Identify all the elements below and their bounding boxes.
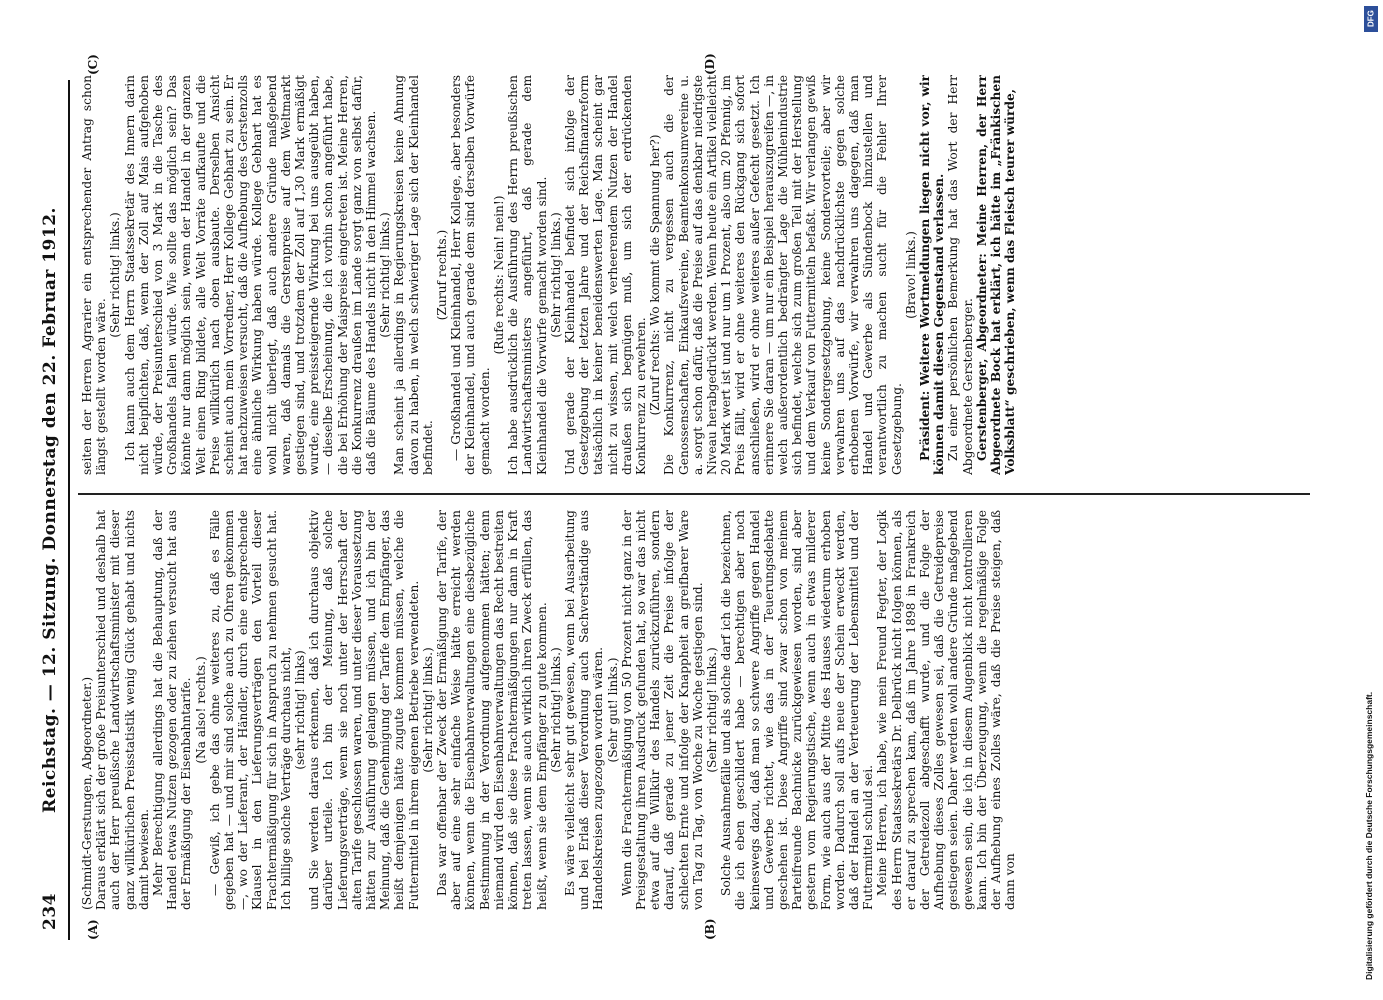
interjection-line: (Sehr richtig! links.)	[378, 212, 393, 338]
dfg-logo: DFG	[1364, 6, 1378, 32]
margin-marker-b: (B)	[703, 918, 717, 940]
paragraph: Solche Ausnahmefälle und als solche darf ich die bezeichnen, die ich eben geschildert habe — berechtigen aber noch keineswegs dazu, daß man so schwere Angriffe gegen Handel und Gewerbe richtet, wie das in der Teuerungsdebatte geschehen ist. Diese Angriffe sind zwar schon von meinem Parteifreunde Bachnicke zurückgewiesen worden, sind aber gestern vom Regierungstische, wenn auch in etwas milderer Form, wie auch aus der Mitte des Hauses wiederum erhoben worden. Dadurch soll aufs neue der Schein erweckt werden, daß der Handel an der Verteuerung der Lebensmittel und der Futtermittel schuld sei.	[719, 510, 876, 910]
paragraph: und Sie werden daraus erkennen, daß ich durchaus objektiv darüber urteile. Ich bin der Meinung, daß solche Lieferungsverträge, wenn sie noch unter der Herrschaft der alten Tarife geschlossen waren, und unter dieser Voraussetzung hätten zur Ausführung gelangen müssen, und ich bin der Meinung, daß die Genehmigung der Tarife dem Empfänger, das heißt demjenigen hätte zugute kommen müssen, welche die Futtermittel in ihrem eigenen Betriebe verwendeten.	[307, 510, 421, 910]
paragraph: Und gerade der Kleinhandel befindet sich infolge der Gesetzgebung der letzten Jahre und der Reichsfinanzreform tatsächlich in keiner beneidenswerten Lage. Man scheint gar nicht zu wissen, mit welch verheerendem Nutzen der Handel draußen sich begnügen muß, um sich der erdrückenden Konkurrenz zu erwehren.	[562, 75, 648, 475]
page-number: 234	[40, 893, 60, 930]
interjection-line: (Sehr richtig! links.)	[704, 647, 719, 773]
paragraph: Man scheint ja allerdings in Regierungskreisen keine Ahnung davon zu haben, in welch schwieriger Lage sich der Kleinhandel befindet.	[392, 75, 435, 475]
paragraph: Das war offenbar der Zweck der Ermäßigung der Tarife, der aber auf eine sehr einfache Weise hätte erreicht werden können, wenn die Eisenbahnverwaltungen eine diesbezügliche Bestimmung in der Verordnung aufgenommen hätten; denn niemand wird den Eisenbahnverwaltungen das Recht bestreiten können, daß sie diese Frachtermäßigungen nur dann in Kraft treten lassen, wenn sie auch wirklich ihren Zweck erfüllen, das heißt, wenn sie dem Empfänger zu gute kommen.	[435, 510, 549, 910]
paragraph: Ich kann auch dem Herrn Staatssekretär des Innern darin nicht beipflichten, daß, wenn der Zoll auf Mais aufgehoben würde, der Preisunterschied von 3 Mark in die Tasche des Großhandels fallen würde. Wie sollte das möglich sein? Das könnte nur dann möglich sein, wenn der Handel in der ganzen Welt einen Ring bildete, alle Welt Vorräte aufkaufte und die Preise willkürlich nach oben ausbaute. Derselben Ansicht scheint auch mein Vorredner, Herr Kollege Gebhart zu sein. Er hat nachzuweisen versucht, daß die Aufhebung des Gerstenzolls eine ähnliche Wirkung haben würde. Kollege Gebhart hat es wohl nicht überlegt, daß auch andere Gründe maßgebend waren, daß damals die Gerstenpreise auf dem Weltmarkt gestiegen sind, und trotzdem der Zoll auf 1,30 Mark ermäßigt wurde, eine preissteigernde Wirkung bei uns ausgeübt haben, — dieselbe Erscheinung, die ich vorhin schon angeführt habe, die bei Erhöhung der Maispreise eingetreten ist. Meine Herren, die Konkurrenz draußen im Lande sorgt ganz von selbst dafür, daß die Bäume des Handels nicht in den Himmel wachsen.	[122, 75, 379, 475]
paragraph: Es wäre vielleicht sehr gut gewesen, wenn bei Ausarbeitung und bei Erlaß dieser Verordnung auch Sachverständige aus Handelskreisen zugezogen worden wären.	[562, 510, 606, 910]
digitization-note: Digitalisierung gefördert durch die Deutsche Forschungsgemeinschaft.	[1364, 691, 1374, 980]
text-column-right	[80, 75, 1310, 475]
paragraph: Meine Herren, ich habe, wie mein Freund Fegter, der Logik des Herrn Staatssekretärs Dr. Delbrück nicht folgen können, als er darauf zu sprechen kam, daß im Jahre 1898 in Frankreich der Getreidezoll abgeschafft wurde, und die Folge der Aufhebung dieses Zolles gewesen sei, daß die Getreidepreise gestiegen seien. Daher werden wohl andere Gründe maßgebend gewesen sein, die ich in diesem Augenblick nicht kontrollieren kann. Ich bin der Überzeugung, wenn die regelmäßige Folge der Aufhebung eines Zolles wäre, daß die Preise steigen, daß dann von	[875, 510, 1018, 910]
text-column-left	[80, 510, 1310, 910]
interjection-line: (Rufe rechts: Nein! nein!)	[491, 195, 506, 355]
paragraph: seiten der Herren Agrarier ein entsprechender Antrag schon längst gestellt worden wäre.	[80, 75, 109, 475]
interjection-line: (Sehr richtig! links.)	[548, 647, 563, 773]
interjection-line: (sehr richtig! links)	[293, 650, 308, 770]
page-title: Reichstag. — 12. Sitzung. Donnerstag den 22. Februar 1912.	[40, 207, 60, 813]
paragraph: Ich habe ausdrücklich die Ausführung des Herrn preußischen Landwirtschaftsministers angeführt, daß gerade dem Kleinhandel die Vorwürfe gemacht worden sind.	[506, 75, 549, 475]
interjection-line: (Bravo! links.)	[903, 231, 918, 319]
paragraph: Gerstenberger, Abgeordneter: Meine Herren, der Herr Abgeordnete Bock hat erklärt, ich hätte im „Fränkischen Volksblatt“ geschrieben, wenn das Fleisch teurer würde,	[974, 75, 1018, 475]
paragraph: Mehr Berechtigung allerdings hat die Behauptung, daß der Handel etwas Nutzen gezogen oder zu ziehen versucht hat aus der Ermäßigung der Eisenbahntarife.	[151, 510, 194, 910]
margin-marker-a: (A)	[86, 919, 100, 940]
paragraph: Präsident: Weitere Wortmeldungen liegen nicht vor, wir können damit diesen Gegenstand verlassen.	[917, 75, 947, 475]
header-rule	[68, 80, 70, 940]
interjection-line: (Sehr richtig! links.)	[548, 212, 563, 338]
interjection-line: (Zuruf rechts: Wo kommt die Spannung her?)	[648, 134, 663, 416]
margin-marker-c: (C)	[86, 54, 100, 75]
interjection-line: (Sehr richtig! links.)	[108, 212, 123, 338]
paragraph: (Schmidt-Gerstungen, Abgeordneter.)	[80, 676, 94, 910]
interjection-line: (Na also! rechts.)	[193, 656, 208, 764]
paragraph: Wenn die Frachtermäßigung von 50 Prozent nicht ganz in der Preisgestaltung ihren Ausdruck gefunden hat, so war das nicht etwa auf die Willkür des Handels zurückzuführen, sondern darauf, daß gerade zu jener Zeit die Preise infolge der schlechten Ernte und infolge der Knappheit an greifbarer Ware von Tag zu Tag, von Woche zu Woche gestiegen sind.	[619, 510, 705, 910]
paragraph: — Gewiß, ich gebe das ohne weiteres zu, daß es Fälle gegeben hat — und mir sind solche auch zu Ohren gekommen —, wo der Lieferant, der Händler, durch eine entsprechende Klausel in den Lieferungsverträgen den Vorteil dieser Frachtermäßigung für sich in Anspruch zu nehmen gesucht hat. Ich billige solche Verträge durchaus nicht,	[207, 510, 293, 910]
column-separator	[78, 494, 1310, 496]
paragraph: Zu einer persönlichen Bemerkung hat das Wort der Herr Abgeordnete Gerstenberger.	[946, 75, 975, 475]
paragraph: Daraus erklärt sich der große Preisunterschied und deshalb hat auch der Herr preußische Landwirtschaftsminister mit dieser ganz willkürlichen Preisstatistik wenig Glück gehabt und nichts damit bewiesen.	[94, 510, 151, 910]
paragraph: Die Konkurrenz, nicht zu vergessen auch die der Genossenschaften, Einkaufsvereine, Beamtenkonsumvereine u. a. sorgt schon dafür, daß die Preise auf das denkbar niedrigste Niveau herabgedrückt werden. Wenn heute ein Artikel vielleicht 20 Mark wert ist und nur um 1 Prozent, also um 20 Pfennig, im Preis fällt, wird er ohne weiteres den Rückgang sich sofort anschließen, wird er ohne weiteres außer Gefecht gesetzt. Ich erinnere Sie daran — um nur ein Beispiel herauszugreifen —, in welch außerordentlich bedrängter Lage die Mühlenindustrie sich befindet, welche sich zum großen Teil mit der Herstellung und dem Verkauf von Futtermitteln befaßt. Wir verlangen gewiß keine Sondergesetzgebung, keine Sondervorteile; aber wir verwahren uns auf das nachdrücklichste gegen solche erhobenen Vorwürfe, wir verwahren uns dagegen, daß man Handel und Gewerbe als Sündenbock hinzustellen und verantwortlich zu machen sucht für die Fehler Ihrer Gesetzgebung.	[662, 75, 904, 475]
interjection-line: (Sehr gut! links.)	[605, 657, 620, 763]
page-header	[40, 90, 66, 930]
paragraph: — Großhandel und Kleinhandel, Herr Kollege, aber besonders der Kleinhandel, und auch gerade dem sind derselben Vorwürfe gemacht worden.	[449, 75, 492, 475]
margin-marker-d: (D)	[703, 53, 717, 75]
interjection-line: (Sehr richtig! links.)	[420, 647, 435, 773]
interjection-line: (Zuruf rechts.)	[435, 229, 450, 321]
